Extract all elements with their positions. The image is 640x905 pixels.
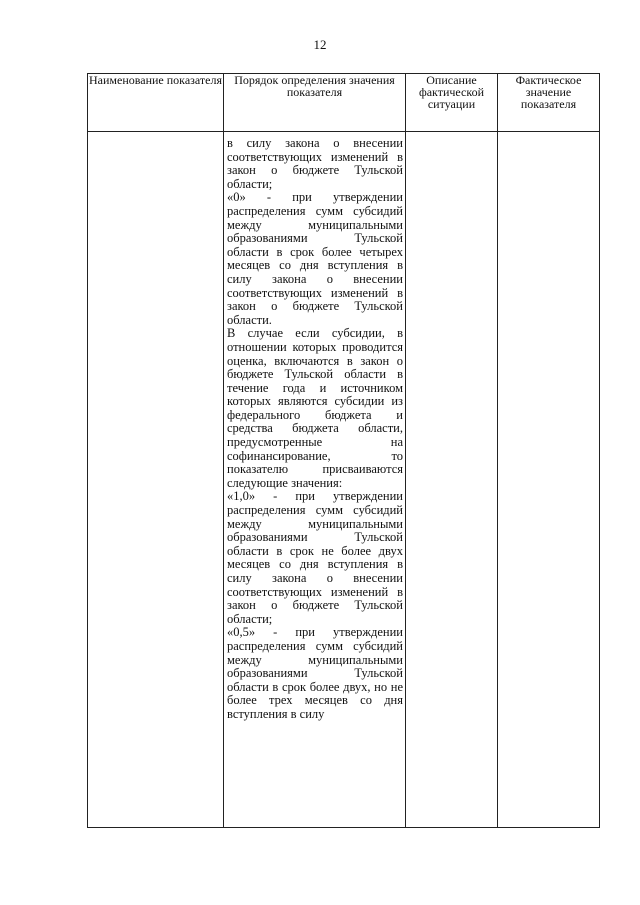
table-row (88, 132, 600, 828)
order-paragraph: «0» - при утверждении распределения сумм субсидий между муниципальными образованиями Тульской области в срок более четырех месяцев со дня вступления в силу закона о внесении соответствующих изменений в закон о бюджете Тульской области. (227, 190, 403, 327)
header-actual-value: Фактическое значение показателя (498, 74, 600, 132)
calculation-order-text (224, 132, 405, 722)
cell-indicator-name (88, 132, 224, 828)
indicator-table (87, 73, 600, 828)
cell-calculation-order (224, 132, 406, 828)
order-paragraph: «0,5» - при утверждении распределения сумм субсидий между муниципальными образованиями Тульской области в срок более двух, но не более трех месяцев со дня вступления в силу (227, 625, 403, 721)
header-indicator-name: Наименование показателя (88, 74, 224, 132)
table-header-row (88, 74, 600, 132)
cell-actual-value (498, 132, 600, 828)
header-actual-situation: Описание фактической ситуации (406, 74, 498, 132)
order-paragraph: «1,0» - при утверждении распределения сумм субсидий между муниципальными образованиями Тульской области в срок не более двух месяцев со дня вступления в силу закона о внесении соответствующих изменений в закон о бюджете Тульской области; (227, 489, 403, 626)
page-number: 12 (313, 37, 327, 52)
indicator-name-text (88, 132, 223, 137)
actual-value-text (498, 132, 599, 137)
order-paragraph: В случае если субсидии, в отношении которых проводится оценка, включаются в закон о бюджете Тульской области в течение года и источником которых являются субсидии из федерального бюджета и средства бюджета области, предусмотренные на софинансирование, то показателю присваиваются следующие значения: (227, 326, 403, 490)
actual-situation-text (406, 132, 497, 137)
order-paragraph: в силу закона о внесении соответствующих изменений в закон о бюджете Тульской области; (227, 136, 403, 191)
header-calculation-order: Порядок определения значения показателя (224, 74, 406, 132)
cell-actual-situation (406, 132, 498, 828)
